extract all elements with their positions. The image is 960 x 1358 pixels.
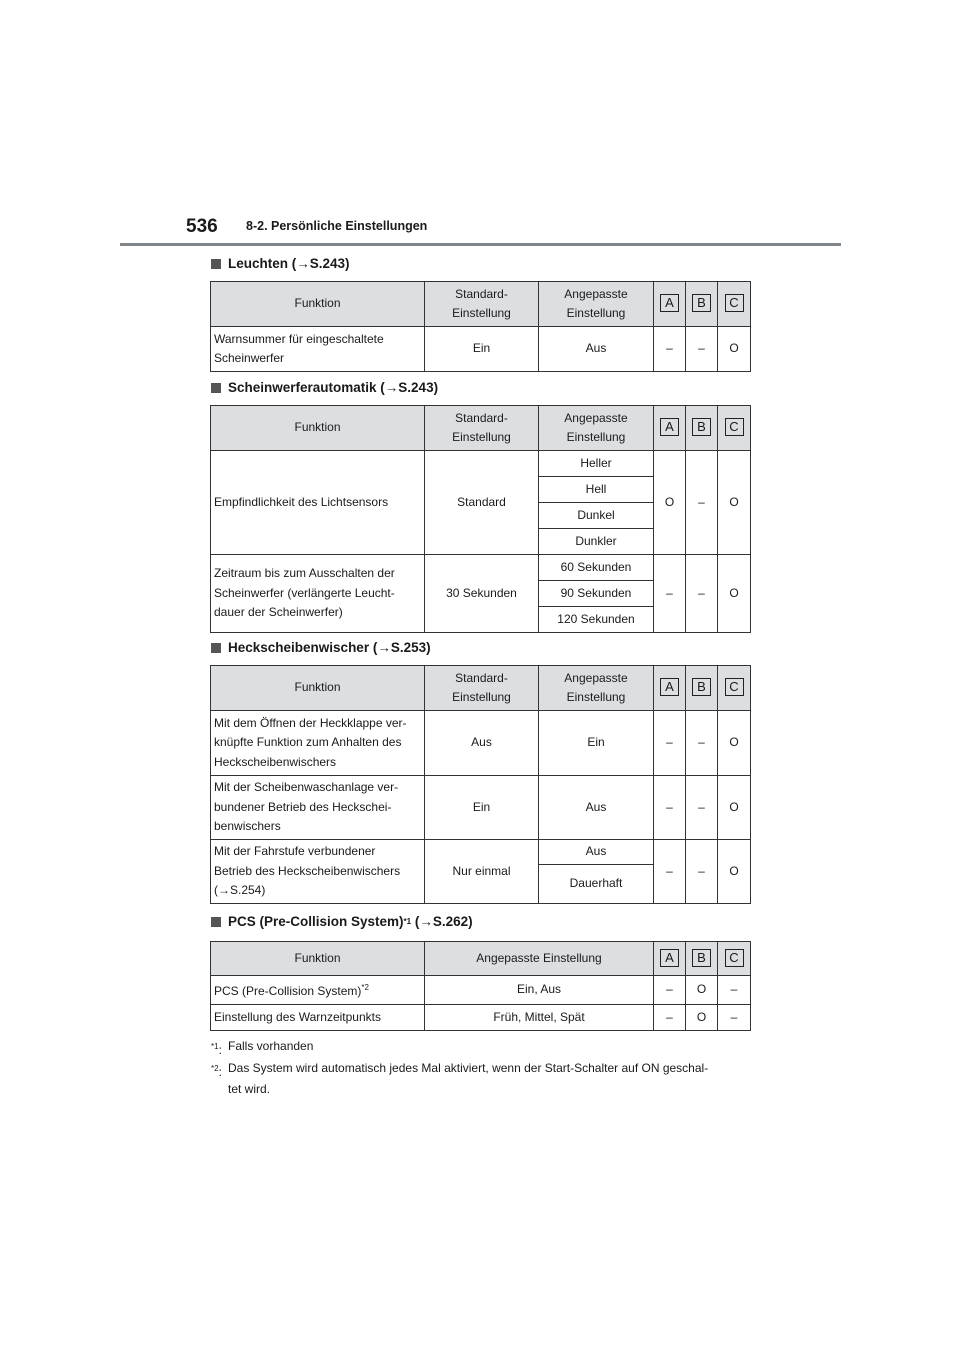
cell-a: –: [654, 840, 686, 904]
cell-b: –: [686, 776, 718, 840]
cell-c: –: [718, 976, 751, 1005]
table-row: [211, 776, 751, 840]
chapter-title: 8-2. Persönliche Einstellungen: [246, 219, 428, 233]
table-row: [211, 976, 751, 1005]
cell-funktion: Mit dem Öffnen der Heckklappe ver- knüpfte Funktion zum Anhalten des Heckscheibenwischers: [211, 711, 425, 776]
cell-c: O: [718, 840, 751, 904]
header-funktion: Funktion: [211, 406, 425, 451]
cell-a: O: [654, 451, 686, 555]
cell-angepasst: Ein, Aus: [425, 976, 654, 1005]
header-funktion: Funktion: [211, 282, 425, 327]
cell-b: –: [686, 555, 718, 633]
table-row: [211, 711, 751, 776]
cell-funktion: Zeitraum bis zum Ausschalten der Scheinwerfer (verlängerte Leucht- dauer der Scheinwerfer): [211, 555, 425, 633]
table-row: [211, 840, 751, 865]
cell-funktion: Empfindlichkeit des Lichtsensors: [211, 451, 425, 555]
cell-b: –: [686, 840, 718, 904]
cell-b: –: [686, 711, 718, 776]
cell-a: –: [654, 776, 686, 840]
header-c: C: [718, 406, 751, 451]
table-row: [211, 451, 751, 477]
page-number: 536: [186, 216, 218, 237]
header-a: A: [654, 282, 686, 327]
cell-standard: Ein: [425, 327, 539, 372]
cell-a: –: [654, 555, 686, 633]
header-standard: Standard- Einstellung: [425, 666, 539, 711]
section-heading-scheinwerferautomatik: Scheinwerferautomatik (→S.243): [211, 380, 438, 395]
cell-option: Dunkler: [539, 529, 654, 555]
header-b: B: [686, 282, 718, 327]
cell-standard: Aus: [425, 711, 539, 776]
table-pcs: [210, 941, 751, 1031]
cell-funktion: PCS (Pre-Collision System)$^{*2}$: [211, 976, 425, 1005]
table-row: [211, 1005, 751, 1031]
header-c: C: [718, 942, 751, 976]
section-heading-leuchten: Leuchten (→S.243): [211, 256, 350, 271]
cell-funktion: Warnsummer für eingeschaltete Scheinwerfer: [211, 327, 425, 372]
square-bullet-icon: [211, 383, 221, 393]
cell-option: 60 Sekunden: [539, 555, 654, 581]
cell-b: –: [686, 327, 718, 372]
header-angepasst: Angepasste Einstellung: [425, 942, 654, 976]
cell-standard: Ein: [425, 776, 539, 840]
cell-a: –: [654, 1005, 686, 1031]
cell-a: –: [654, 711, 686, 776]
header-a: A: [654, 666, 686, 711]
table-row: [211, 327, 751, 372]
table-header-row: [211, 666, 751, 711]
cell-angepasst: Aus: [539, 327, 654, 372]
section-heading-pcs: PCS (Pre-Collision System) *1 (→S.262): [211, 914, 473, 929]
table-leuchten: [210, 281, 751, 372]
cell-option: Hell: [539, 477, 654, 503]
header-standard: Standard- Einstellung: [425, 282, 539, 327]
header-b: B: [686, 666, 718, 711]
square-bullet-icon: [211, 917, 221, 927]
cell-option: 120 Sekunden: [539, 607, 654, 633]
cell-c: –: [718, 1005, 751, 1031]
cell-angepasst: Ein: [539, 711, 654, 776]
cell-funktion: Mit der Fahrstufe verbundener Betrieb des Heckscheibenwischers (→S.254): [211, 840, 425, 904]
footnote-2: $^{*2}$: Das System wird automatisch jedes Mal aktiviert, wenn der Start-Schalter auf ON geschal- tet wird.: [211, 1061, 709, 1096]
header-funktion: Funktion: [211, 666, 425, 711]
header-angepasst: Angepasste Einstellung: [539, 666, 654, 711]
cell-b: O: [686, 1005, 718, 1031]
cell-c: O: [718, 711, 751, 776]
table-header-row: [211, 282, 751, 327]
cell-a: –: [654, 327, 686, 372]
cell-option: Dauerhaft: [539, 865, 654, 904]
header-angepasst: Angepasste Einstellung: [539, 406, 654, 451]
cell-option: Heller: [539, 451, 654, 477]
footnote-1: $^{*1}$: Falls vorhanden: [211, 1039, 314, 1057]
section-heading-heckscheibenwischer: Heckscheibenwischer (→S.253): [211, 640, 431, 655]
cell-funktion: Mit der Scheibenwaschanlage ver- bundener Betrieb des Heckschei- benwischers: [211, 776, 425, 840]
header-funktion: Funktion: [211, 942, 425, 976]
header-rule: [120, 243, 841, 246]
cell-funktion: Einstellung des Warnzeitpunkts: [211, 1005, 425, 1031]
cell-c: O: [718, 776, 751, 840]
header-a: A: [654, 406, 686, 451]
cell-standard: Nur einmal: [425, 840, 539, 904]
cell-angepasst: Früh, Mittel, Spät: [425, 1005, 654, 1031]
cell-b: –: [686, 451, 718, 555]
table-row: [211, 555, 751, 581]
square-bullet-icon: [211, 643, 221, 653]
table-header-row: [211, 942, 751, 976]
cell-option: Aus: [539, 840, 654, 865]
table-heckscheibenwischer: [210, 665, 751, 904]
header-standard: Standard- Einstellung: [425, 406, 539, 451]
table-scheinwerferautomatik: [210, 405, 751, 633]
header-c: C: [718, 282, 751, 327]
cell-c: O: [718, 327, 751, 372]
cell-b: O: [686, 976, 718, 1005]
cell-option: Dunkel: [539, 503, 654, 529]
cell-option: 90 Sekunden: [539, 581, 654, 607]
header-b: B: [686, 942, 718, 976]
cell-standard: 30 Sekunden: [425, 555, 539, 633]
square-bullet-icon: [211, 259, 221, 269]
header-a: A: [654, 942, 686, 976]
header-c: C: [718, 666, 751, 711]
header-b: B: [686, 406, 718, 451]
cell-c: O: [718, 451, 751, 555]
cell-angepasst: Aus: [539, 776, 654, 840]
cell-standard: Standard: [425, 451, 539, 555]
table-header-row: [211, 406, 751, 451]
header-angepasst: Angepasste Einstellung: [539, 282, 654, 327]
cell-c: O: [718, 555, 751, 633]
cell-a: –: [654, 976, 686, 1005]
